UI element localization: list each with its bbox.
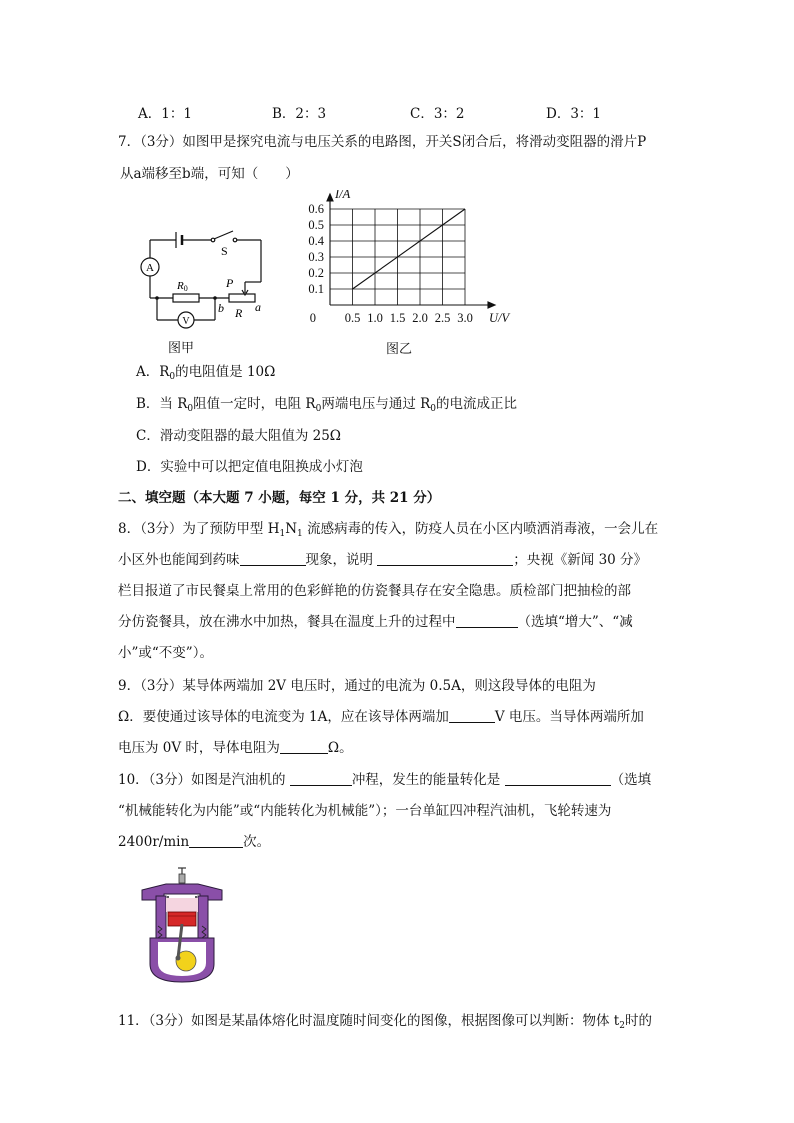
end-b-label: b xyxy=(218,301,224,315)
y-axis-arrow xyxy=(327,194,333,201)
q10-blank-3[interactable] xyxy=(189,833,243,848)
x-tick-label: 2.5 xyxy=(434,311,451,325)
y-tick-label: 0.5 xyxy=(308,218,324,232)
x-axis-label: U/V xyxy=(489,311,510,325)
y-tick-label: 0.1 xyxy=(308,282,324,296)
q8-blank-3[interactable] xyxy=(456,613,518,628)
x-tick-label: 0.5 xyxy=(344,311,361,325)
x-axis-arrow xyxy=(488,302,495,308)
q10-line2: “机械能转化为内能”或“内能转化为机械能”）；一台单缸四冲程汽油机，飞轮转速为 xyxy=(118,803,612,819)
q9-blank-2[interactable] xyxy=(449,708,495,723)
q6-option-d: D．3：1 xyxy=(546,106,602,122)
q10-line3: 2400r/min 次。 xyxy=(118,834,271,850)
voltmeter-label: V xyxy=(182,316,190,327)
series-line xyxy=(353,209,466,289)
q7-option-b: B．当 $R_0$阻值一定时，电阻 $R_0$两端电压与通过 $R_0$的电流成正比 xyxy=(136,396,518,414)
x-tick-label: 3.0 xyxy=(457,311,473,325)
q9-line1: 9．（3分）某导体两端加 2V 电压时，通过的电流为 0.5A，则这段导体的电阻为 xyxy=(118,678,596,694)
x-tick-label: 2.0 xyxy=(412,311,428,325)
q7-stem-line2: 从a端移至b端，可知（ ） xyxy=(120,166,299,182)
section-heading: 二、填空题（本大题 7 小题，每空 1 分，共 21 分） xyxy=(118,490,441,506)
q9-line2: Ω．要使通过该导体的电流变为 1A，应在该导体两端加 V 电压。当导体两端所加 xyxy=(118,709,644,725)
circuit-diagram xyxy=(135,225,275,335)
q6-option-c: C．3：2 xyxy=(410,106,465,122)
origin-label: 0 xyxy=(309,311,316,325)
y-axis-label: I/A xyxy=(335,190,351,201)
fig-yi-caption: 图乙 xyxy=(386,342,413,357)
slider-label: P xyxy=(226,276,234,290)
q7-option-a: A．$R_0$的电阻值是 10Ω xyxy=(136,364,276,382)
q10-blank-2[interactable] xyxy=(505,771,611,786)
x-tick-label: 1.0 xyxy=(367,311,383,325)
end-a-label: a xyxy=(255,300,261,314)
x-tick-label: 1.5 xyxy=(389,311,406,325)
q9-blank-3[interactable] xyxy=(280,739,328,754)
q8-line4: 分仿瓷餐具，放在沸水中加热，餐具在温度上升的过程中 （选填“增大”、“减 xyxy=(118,614,633,630)
q8-blank-1[interactable] xyxy=(240,551,306,566)
y-tick-label: 0.2 xyxy=(308,266,324,280)
q8-line3: 栏目报道了市民餐桌上常用的色彩鲜艳的仿瓷餐具存在安全隐患。质检部门把抽检的部 xyxy=(118,583,631,599)
q8-line2: 小区外也能闻到药味 现象，说明 ；央视《新闻 30 分》 xyxy=(118,552,648,568)
q6-option-a: A．1：1 xyxy=(138,106,192,122)
q10-blank-1[interactable] xyxy=(290,771,352,786)
q10-line1: 10．（3分）如图是汽油机的 冲程，发生的能量转化是 （选填 xyxy=(118,772,652,788)
ammeter-label: A xyxy=(146,262,154,274)
r0-label: R0 xyxy=(177,280,188,293)
q11-line1: 11．（3分）如图是某晶体熔化时温度随时间变化的图像，根据图像可以判断：物体 $t_2$时的 xyxy=(118,1013,652,1031)
y-tick-label: 0.4 xyxy=(308,234,324,248)
y-tick-label: 0.3 xyxy=(308,250,324,264)
y-tick-label: 0.6 xyxy=(308,202,324,216)
q7-option-c: C．滑动变阻器的最大阻值为 25Ω xyxy=(136,428,341,444)
q9-line3: 电压为 0V 时，导体电阻为 Ω。 xyxy=(118,740,353,756)
q7-stem-line1: 7．（3分）如图甲是探究电流与电压关系的电路图，开关S闭合后，将滑动变阻器的滑片P xyxy=(118,134,647,150)
q7-option-d: D．实验中可以把定值电阻换成小灯泡 xyxy=(136,459,363,475)
q8-blank-2[interactable] xyxy=(377,551,513,566)
switch-label: S xyxy=(221,244,228,258)
fig-jia-caption: 图甲 xyxy=(168,341,195,356)
rheostat-label: R xyxy=(235,306,243,320)
q6-option-b: B．2：3 xyxy=(272,106,327,122)
iu-graph xyxy=(295,190,515,335)
engine-illustration xyxy=(138,866,226,986)
q8-line5: 小”或“不变”）。 xyxy=(118,645,213,661)
q8-line1: 8．（3分）为了预防甲型 $H_1N_1$ 流感病毒的传入，防疫人员在小区内喷洒消毒液，一会儿在 xyxy=(118,521,659,539)
